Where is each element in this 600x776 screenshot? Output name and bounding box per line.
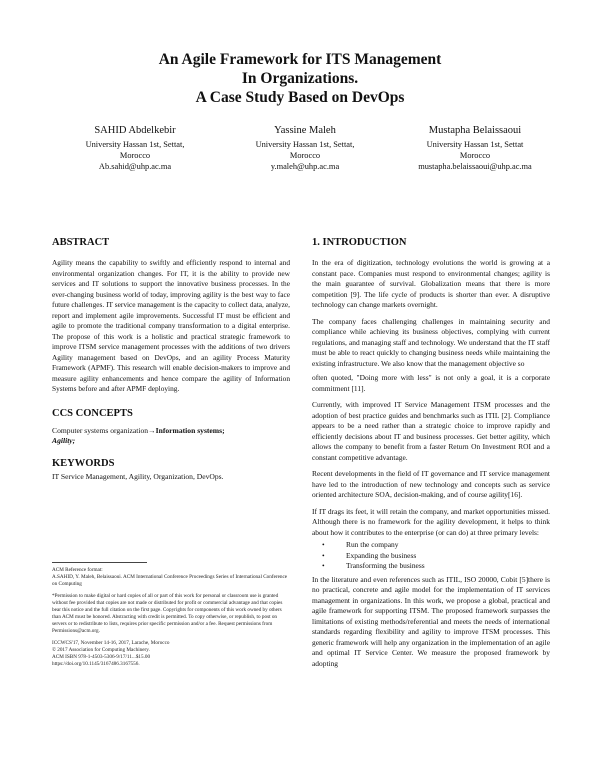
author-name: Yassine Maleh: [274, 125, 336, 136]
intro-paragraph: In the era of digitization, technology evolutions the world is growing at a constant pace. Companies must respond to environmental changes; agility is the main guarantee of survival. Globalization means that there is more competition [9]. The life cycle of products is shorter than ever. A disruptive technology can change markets overnight.: [312, 258, 550, 309]
author-city: Morocco: [289, 151, 321, 160]
author-1: [50, 124, 220, 172]
list-item: • Transforming the business: [312, 561, 550, 572]
ccs-italic: Agility;: [52, 436, 76, 445]
author-affiliation: University Hassan 1st, Settat,: [255, 140, 355, 149]
ccs-heading: CCS CONCEPTS: [52, 407, 133, 419]
intro-paragraph: Currently, with improved IT Service Management ITSM processes and the adoption of best practice guides and benchmarks such as ITIL [2]. Compliance appears to be a need rather than a strategic choice to improve rapidly and efficiently decisions about IT and business processes. Get better agility, which allows the company to benefit from a faster Return On Investment ROI and a constant competitive advantage.: [312, 400, 550, 462]
ref-label: ACM Reference format:: [52, 567, 103, 573]
author-affiliation: University Hassan 1st, Settat: [426, 140, 524, 149]
list-item: • Expanding the business: [312, 551, 550, 562]
title-line-3: A Case Study Based on DevOps: [195, 89, 405, 106]
intro-paragraph: The company faces challenging challenges in maintaining security and compliance while achieving its business objectives, complying with current regulations, and managing staff and technology. We understand that the IT staff must be able to react quickly to changing business needs while maintaining the existing infrastructure. We also know that the management objective so: [312, 316, 550, 368]
author-2: [220, 124, 390, 172]
author-email: y.maleh@uhp.ac.ma: [270, 162, 340, 171]
title-line-1: An Agile Framework for ITS Management: [158, 51, 442, 68]
author-city: Morocco: [119, 151, 151, 160]
intro-paragraph: often quoted, "Doing more with less" is not only a goal, it is a corporate commitment [11].: [312, 373, 550, 393]
author-name: SAHID Abdelkebir: [94, 125, 176, 136]
keywords-text: IT Service Management, Agility, Organization, DevOps.: [52, 471, 224, 481]
title-line-2: In Organizations.: [241, 70, 359, 87]
doi-link[interactable]: https://doi.org/10.1145/3167486.3167556.: [52, 661, 140, 667]
author-3: [390, 124, 560, 172]
ccs-plain: Computer systems organization→: [52, 425, 156, 435]
footer-rule: [52, 562, 147, 563]
intro-paragraph: Recent developments in the field of IT governance and IT service management have led to the introduction of new technology and concepts such as service oriented architecture SOA, decision-making, and of course agility[16].: [312, 469, 550, 499]
intro-heading: 1. INTRODUCTION: [312, 237, 407, 248]
author-affiliation: University Hassan 1st, Settat,: [85, 140, 185, 149]
list-item: • Run the company: [312, 540, 550, 551]
ccs-concepts: [52, 426, 290, 447]
keywords-heading: KEYWORDS: [52, 457, 115, 469]
right-column: [312, 236, 550, 675]
author-city: Morocco: [459, 151, 491, 160]
author-block: [50, 124, 560, 172]
ccs-bold: Information systems;: [155, 425, 225, 435]
author-name: Mustapha Belaissaoui: [428, 125, 522, 136]
abstract-heading: ABSTRACT: [52, 237, 110, 248]
intro-paragraph: If IT drags its feet, it will retain the company, and market opportunities missed. Although there is no framework for the agility development, it helps to think about how it contributes to the enterprise (or can do) at three primary levels:: [312, 506, 550, 537]
ref-text: A.SAHID, Y. Maleh, Belaissaoui. ACM International Conference Proceedings Series of International Conference on Computing: [52, 574, 288, 587]
permission-notice: *Permission to make digital or hard copies of all or part of this work for personal or classroom use is granted without fee provided that copies are not made or distributed for profit or commercial advantage and that copies bear this notice and the full citation on the first page. Copyrights for components of this work owned by others than ACM must be honored. Abstracting with credit is permitted. To copy otherwise, or republish, to post on servers or to redistribute to lists, requires prior specific permission and/or a fee. Request permissions from Permissions@acm.org.: [52, 593, 283, 634]
paper-title: [0, 50, 600, 107]
conference-line: ICCWCS'17, November 14-16, 2017, Larache, Morocco: [52, 640, 170, 646]
levels-list: [312, 540, 550, 572]
isbn-line: ACM ISBN 978-1-4503-5306-9/17/11...$15.00: [52, 654, 151, 660]
author-email: Ab.sahid@uhp.ac.ma: [98, 162, 172, 171]
intro-paragraph: In the literature and even references such as ITIL, ISO 20000, Cobit [5]there is no practical, concrete and agile model for the implementation of IT services management in organizations. In this work, we propose a global, practical and agile framework for supporting ITSM. The proposed framework surpasses the limitations of existing methods/referential and meets the needs of international standards regarding flexibility and agility to improve ITSM processes. This generic framework will help any organization in the implementation of an agile and optimal IT Service Center. We measure the proposed framework by adopting: [312, 574, 550, 668]
copyright-line: © 2017 Association for Computing Machinery.: [52, 647, 150, 653]
left-column: [52, 236, 290, 492]
author-email: mustapha.belaissaoui@uhp.ac.ma: [418, 162, 532, 171]
abstract-text: Agility means the capability to swiftly and efficiently respond to internal and environmental organization changes. For IT, it is the ability to provide new services and IT solutions to support the innovative business processes. In the ever-changing business world of today, improving agility is the best way to face future challenges. IT service management is the capacity to collect data, analyze, report and implement agile improvements. Successful IT must be efficient and agile to promote the traditional company transformation to a digital enterprise. The propose of this work is a holistic and practical strategic framework to improve ITSM service management processes with the additions of two drivers Agility management based on DevOps, and an agility Process Maturity Framework (APMF). This research will enable decision-makers to improve and measure agility enhancements and hence compare the agility of Information Systems before and after APMF deploying.: [52, 258, 290, 393]
acm-footer: [52, 562, 290, 668]
